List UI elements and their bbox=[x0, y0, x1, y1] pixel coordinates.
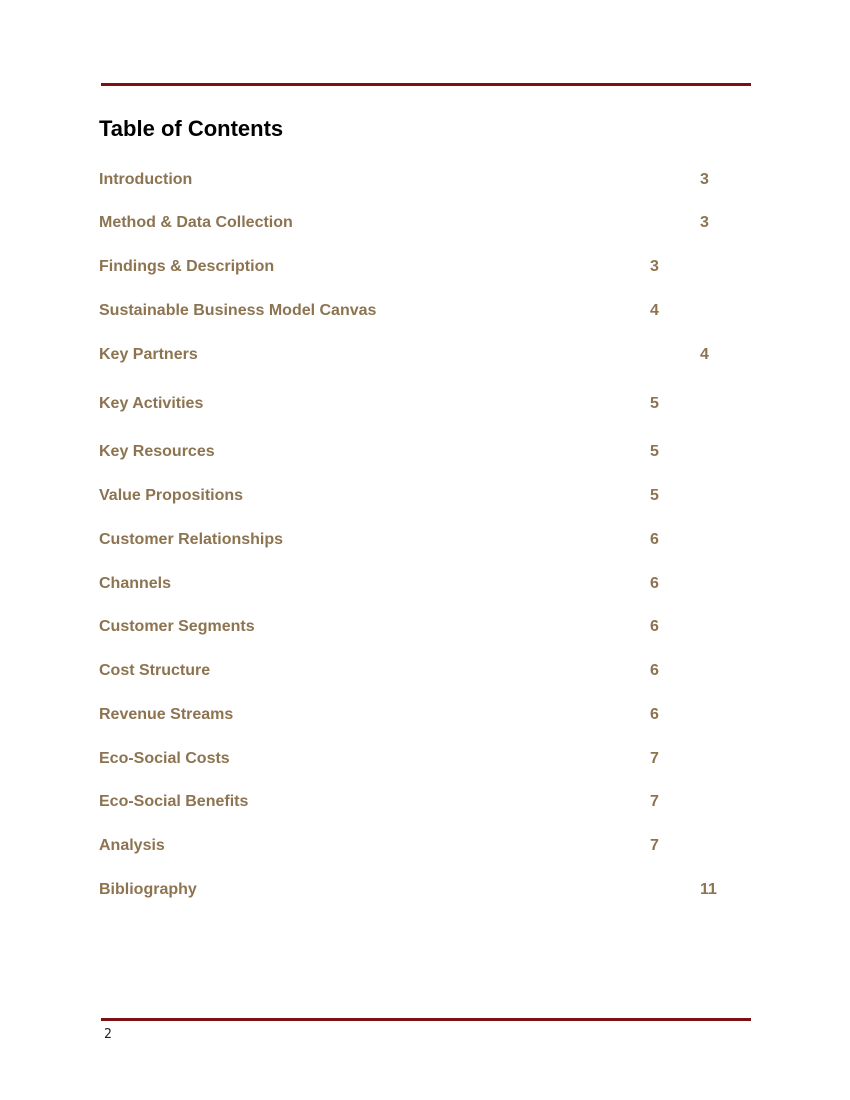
toc-entry-page-number: 11 bbox=[700, 881, 717, 898]
toc-entry-method-data-collection[interactable] bbox=[0, 212, 850, 234]
toc-entry-label: Eco-Social Benefits bbox=[99, 793, 249, 810]
toc-entry-page-number: 6 bbox=[650, 575, 659, 592]
toc-entry-label: Key Activities bbox=[99, 395, 204, 412]
toc-entry-page-number: 7 bbox=[650, 793, 659, 810]
toc-entry-introduction[interactable] bbox=[0, 169, 850, 191]
toc-entry-key-activities[interactable] bbox=[0, 393, 850, 415]
toc-entry-page-number: 7 bbox=[650, 750, 659, 767]
toc-entry-customer-relationships[interactable] bbox=[0, 529, 850, 551]
footer-rule bbox=[101, 1018, 751, 1021]
toc-entry-label: Channels bbox=[99, 575, 172, 592]
toc-entry-key-resources[interactable] bbox=[0, 441, 850, 463]
toc-entry-label: Bibliography bbox=[99, 881, 197, 898]
toc-entry-bibliography[interactable] bbox=[0, 879, 850, 901]
toc-entry-page-number: 5 bbox=[650, 487, 659, 504]
toc-entry-page-number: 3 bbox=[700, 171, 709, 188]
toc-entry-label: Customer Segments bbox=[99, 618, 255, 635]
toc-entry-revenue-streams[interactable] bbox=[0, 704, 850, 726]
toc-entry-page-number: 5 bbox=[650, 395, 659, 412]
page-title: Table of Contents bbox=[99, 116, 284, 141]
toc-entry-page-number: 6 bbox=[650, 618, 659, 635]
toc-entry-analysis[interactable] bbox=[0, 835, 850, 857]
toc-entry-page-number: 6 bbox=[650, 706, 659, 723]
toc-entry-channels[interactable] bbox=[0, 573, 850, 595]
toc-entry-page-number: 6 bbox=[650, 662, 659, 679]
toc-entry-eco-social-benefits[interactable] bbox=[0, 791, 850, 813]
toc-entry-findings-description[interactable] bbox=[0, 256, 850, 278]
toc-entry-label: Revenue Streams bbox=[99, 706, 234, 723]
toc-entry-label: Eco-Social Costs bbox=[99, 750, 230, 767]
toc-entry-page-number: 6 bbox=[650, 531, 659, 548]
toc-entry-customer-segments[interactable] bbox=[0, 616, 850, 638]
header-rule bbox=[101, 83, 751, 86]
toc-entry-page-number: 5 bbox=[650, 443, 659, 460]
toc-entry-value-propositions[interactable] bbox=[0, 485, 850, 507]
toc-entry-sustainable-business-model-canvas[interactable] bbox=[0, 300, 850, 322]
toc-entry-page-number: 3 bbox=[700, 214, 709, 231]
page-number: 2 bbox=[104, 1027, 112, 1042]
toc-entry-label: Findings & Description bbox=[99, 258, 275, 275]
toc-entry-key-partners[interactable] bbox=[0, 344, 850, 366]
toc-entry-page-number: 7 bbox=[650, 837, 659, 854]
toc-entry-label: Sustainable Business Model Canvas bbox=[99, 302, 377, 319]
toc-entry-label: Customer Relationships bbox=[99, 531, 284, 548]
toc-entry-label: Key Partners bbox=[99, 346, 198, 363]
toc-entry-label: Key Resources bbox=[99, 443, 215, 460]
toc-entry-label: Introduction bbox=[99, 171, 193, 188]
toc-entry-page-number: 4 bbox=[700, 346, 709, 363]
toc-entry-page-number: 4 bbox=[650, 302, 659, 319]
toc-entry-label: Cost Structure bbox=[99, 662, 211, 679]
toc-entry-label: Value Propositions bbox=[99, 487, 244, 504]
toc-entry-eco-social-costs[interactable] bbox=[0, 748, 850, 770]
toc-entry-page-number: 3 bbox=[650, 258, 659, 275]
toc-entry-label: Analysis bbox=[99, 837, 165, 854]
toc-entry-label: Method & Data Collection bbox=[99, 214, 293, 231]
toc-entry-cost-structure[interactable] bbox=[0, 660, 850, 682]
